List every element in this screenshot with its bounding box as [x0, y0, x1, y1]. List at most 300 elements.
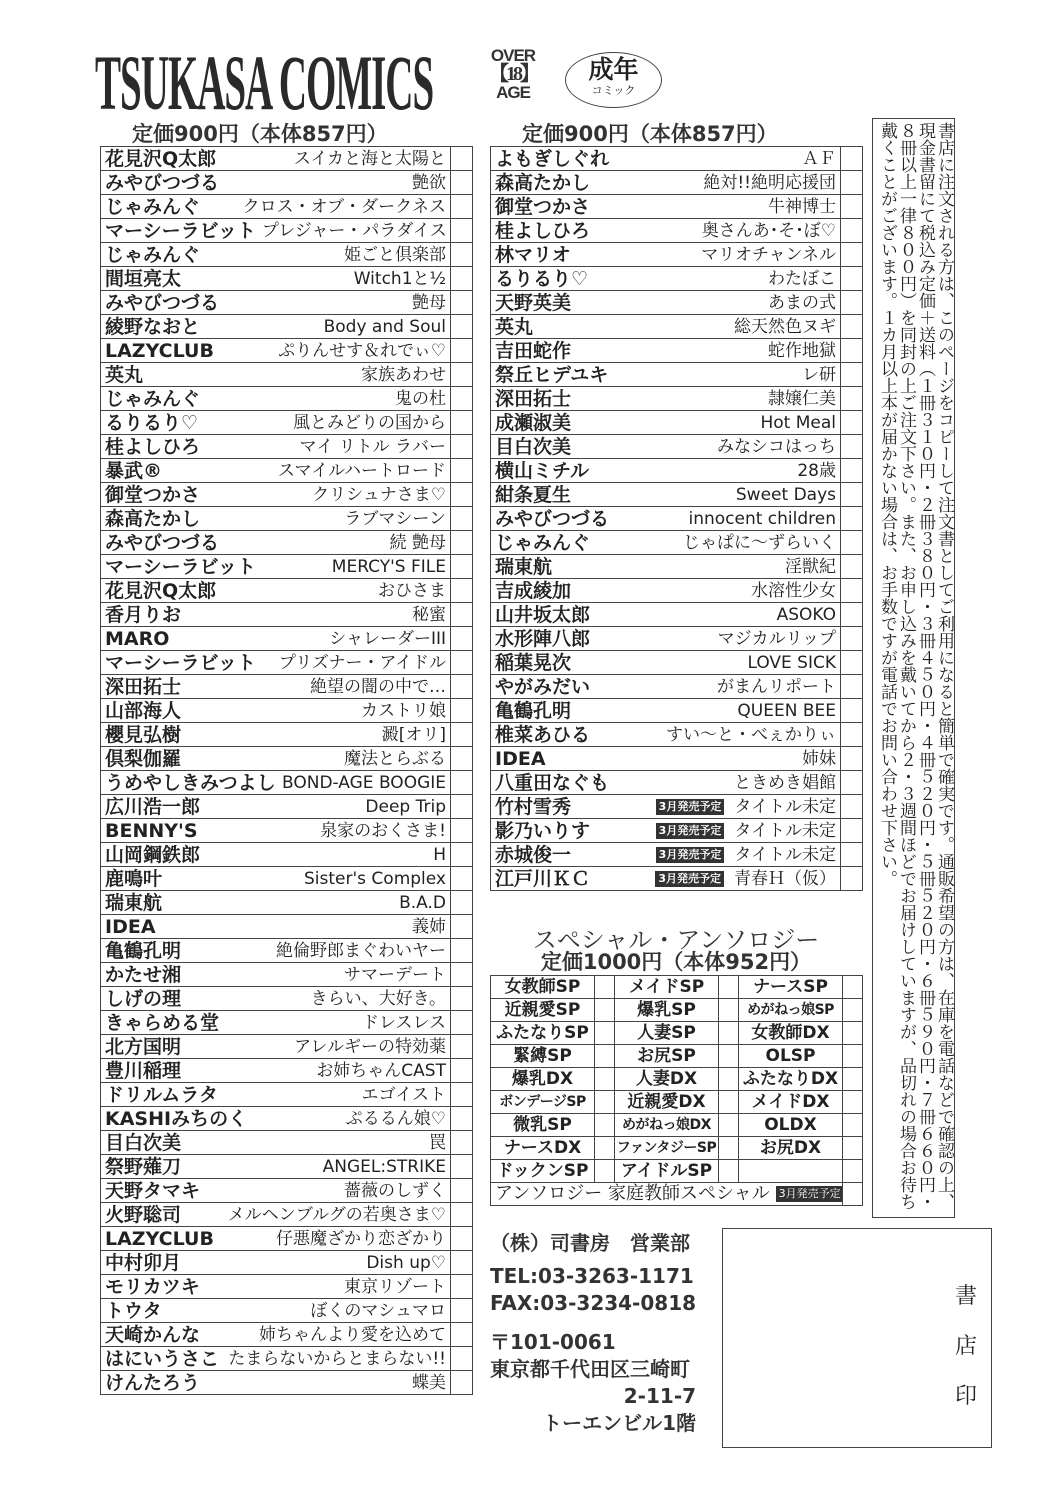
order-checkbox[interactable]	[843, 1160, 863, 1183]
stamp-char: 書	[954, 1284, 977, 1309]
age-label: AGE	[496, 83, 530, 102]
anthology-cell: お尻SP	[615, 1045, 719, 1068]
order-checkbox[interactable]	[841, 339, 863, 363]
title: 泉家のおくさま!	[320, 821, 446, 841]
author: 椎菜あひる	[495, 723, 591, 746]
title-group	[310, 1299, 446, 1322]
book-row	[495, 603, 836, 626]
order-checkbox[interactable]	[841, 819, 863, 843]
table-row	[491, 795, 863, 819]
order-checkbox[interactable]	[595, 1068, 615, 1091]
table-row	[491, 867, 863, 891]
order-checkbox[interactable]	[451, 1299, 473, 1323]
order-checkbox[interactable]	[451, 819, 473, 843]
author: 櫻見弘樹	[105, 723, 182, 746]
book-cell	[101, 1155, 451, 1179]
order-checkbox[interactable]	[451, 963, 473, 987]
order-checkbox[interactable]	[841, 675, 863, 699]
order-checkbox[interactable]	[451, 939, 473, 963]
order-checkbox[interactable]	[841, 771, 863, 795]
order-checkbox[interactable]	[841, 555, 863, 579]
order-checkbox[interactable]	[841, 291, 863, 315]
order-checkbox[interactable]	[841, 243, 863, 267]
order-checkbox[interactable]	[595, 1045, 615, 1068]
order-checkbox[interactable]	[451, 387, 473, 411]
book-row	[105, 867, 446, 890]
book-cell	[101, 747, 451, 771]
table-row	[101, 267, 473, 291]
order-checkbox[interactable]	[451, 555, 473, 579]
title-group	[747, 651, 836, 674]
title: メルヘンブルグの若奥さま♡	[227, 1205, 446, 1225]
title-group	[344, 507, 446, 530]
author: 御堂つかさ	[105, 483, 201, 506]
order-checkbox[interactable]	[451, 435, 473, 459]
title: 風とみどりの国から	[293, 413, 446, 433]
order-checkbox[interactable]	[451, 1371, 473, 1395]
book-cell	[491, 147, 841, 171]
order-checkbox[interactable]	[451, 291, 473, 315]
title-group	[429, 1131, 446, 1154]
order-checkbox[interactable]	[719, 1022, 739, 1045]
table-row	[101, 1131, 473, 1155]
table-row	[491, 771, 863, 795]
order-checkbox[interactable]	[451, 507, 473, 531]
author: けんたろう	[105, 1371, 201, 1394]
book-cell	[491, 219, 841, 243]
order-checkbox[interactable]	[841, 195, 863, 219]
order-checkbox[interactable]	[451, 147, 473, 171]
title-group	[282, 771, 446, 794]
company-fax: FAX:03-3234-0818	[490, 1291, 697, 1315]
book-row	[495, 243, 836, 266]
order-checkbox[interactable]	[843, 1045, 863, 1068]
order-checkbox[interactable]	[451, 915, 473, 939]
table-row	[101, 339, 473, 363]
order-checkbox[interactable]	[841, 267, 863, 291]
logo: TSUKASA COMICS	[95, 39, 434, 126]
adult-comic-badge	[565, 52, 662, 108]
title-group	[366, 1251, 446, 1274]
book-row	[105, 315, 446, 338]
order-checkbox[interactable]	[451, 1227, 473, 1251]
table-row	[101, 1347, 473, 1371]
order-checkbox[interactable]	[719, 1137, 739, 1160]
book-cell	[101, 1107, 451, 1131]
book-row	[495, 219, 836, 242]
title: ぷるるん娘♡	[345, 1109, 446, 1129]
title-group	[320, 819, 446, 842]
order-checkbox[interactable]	[719, 1160, 739, 1183]
anthology-cell: 爆乳SP	[615, 999, 719, 1022]
book-cell	[491, 555, 841, 579]
table-row	[101, 363, 473, 387]
order-checkbox[interactable]	[451, 267, 473, 291]
special-row	[495, 1183, 842, 1205]
grid-row	[491, 976, 863, 999]
author: 花見沢Q太郎	[105, 579, 217, 602]
anthology-cell: 近親愛SP	[491, 999, 595, 1022]
book-row	[495, 723, 836, 746]
order-checkbox[interactable]	[451, 651, 473, 675]
table-row	[101, 1011, 473, 1035]
title-group	[346, 1107, 446, 1130]
order-checkbox[interactable]	[451, 339, 473, 363]
book-row	[495, 195, 836, 218]
author: 吉成綾加	[495, 579, 572, 602]
title: 秘蜜	[412, 605, 446, 625]
order-checkbox[interactable]	[451, 1179, 473, 1203]
order-checkbox[interactable]	[841, 147, 863, 171]
order-checkbox[interactable]	[841, 219, 863, 243]
order-checkbox[interactable]	[451, 987, 473, 1011]
title: 牛神博士	[768, 197, 836, 217]
anthology-cell: 爆乳DX	[491, 1068, 595, 1091]
book-cell	[101, 603, 451, 627]
author: じゃみんぐ	[105, 387, 201, 410]
order-checkbox[interactable]	[451, 843, 473, 867]
table-row	[491, 627, 863, 651]
title: 姫ごと倶楽部	[344, 245, 446, 265]
order-checkbox[interactable]	[719, 1068, 739, 1091]
title-group	[276, 1227, 446, 1250]
age-number: 【18】	[489, 63, 537, 85]
book-row	[495, 171, 836, 194]
book-cell	[101, 219, 451, 243]
book-row	[495, 507, 836, 530]
book-cell	[491, 363, 841, 387]
anthology-cell: ドックンSP	[491, 1160, 595, 1183]
order-checkbox[interactable]	[451, 1323, 473, 1347]
order-checkbox[interactable]	[841, 723, 863, 747]
book-row	[105, 891, 446, 914]
author: トウタ	[105, 1299, 162, 1322]
order-checkbox[interactable]	[451, 795, 473, 819]
order-checkbox[interactable]	[451, 1107, 473, 1131]
grid-row	[491, 1068, 863, 1091]
book-cell	[491, 627, 841, 651]
book-cell	[101, 243, 451, 267]
order-checkbox[interactable]	[451, 219, 473, 243]
table-row	[101, 915, 473, 939]
table-row	[491, 171, 863, 195]
order-checkbox[interactable]	[595, 976, 615, 999]
order-checkbox[interactable]	[841, 651, 863, 675]
title-group	[344, 747, 446, 770]
left-order-table	[100, 146, 473, 1395]
author: ドリルムラタ	[105, 1083, 219, 1106]
author: 瑞東航	[495, 555, 553, 578]
table-row	[101, 1035, 473, 1059]
title: 鬼の杜	[395, 389, 446, 409]
title: あまの式	[768, 293, 836, 313]
order-checkbox[interactable]	[595, 1137, 615, 1160]
author: 天野英美	[495, 291, 572, 314]
order-checkbox[interactable]	[451, 603, 473, 627]
order-checkbox[interactable]	[841, 627, 863, 651]
title: マリオチャンネル	[701, 245, 836, 265]
order-checkbox[interactable]	[841, 507, 863, 531]
order-checkbox[interactable]	[843, 999, 863, 1022]
order-checkbox[interactable]	[451, 771, 473, 795]
title: MERCY'S FILE	[331, 557, 446, 577]
book-row	[105, 1155, 446, 1178]
title-group	[365, 795, 446, 818]
anthology-cell: OLSP	[739, 1045, 843, 1068]
author: 稲葉晃次	[495, 651, 572, 674]
anthology-cell: めがねっ娘DX	[615, 1114, 719, 1137]
book-cell	[101, 1251, 451, 1275]
title: ラブマシーン	[344, 509, 446, 529]
order-checkbox[interactable]	[451, 1251, 473, 1275]
title-group	[228, 1347, 446, 1370]
order-checkbox[interactable]	[451, 1275, 473, 1299]
order-checkbox[interactable]	[451, 1131, 473, 1155]
order-checkbox[interactable]	[451, 195, 473, 219]
table-row	[101, 411, 473, 435]
title-group	[802, 147, 836, 170]
company-address-3: トーエンビル1階	[542, 1411, 697, 1435]
title-group	[228, 1203, 446, 1226]
table-row	[101, 171, 473, 195]
author: 目白次美	[105, 1131, 182, 1154]
book-cell	[101, 915, 451, 939]
order-checkbox[interactable]	[451, 699, 473, 723]
title-group	[324, 315, 446, 338]
order-checkbox[interactable]	[843, 1183, 863, 1206]
title: たまらないからとまらない!!	[228, 1349, 446, 1369]
order-checkbox[interactable]	[451, 1011, 473, 1035]
author: うめやしきみつよし	[105, 771, 276, 794]
book-cell	[491, 843, 841, 867]
book-row	[495, 795, 836, 818]
author: 水形陣八郎	[495, 627, 591, 650]
table-row	[491, 507, 863, 531]
book-cell	[101, 171, 451, 195]
order-checkbox[interactable]	[841, 867, 863, 891]
author: 火野聡司	[105, 1203, 182, 1226]
order-checkbox[interactable]	[451, 867, 473, 891]
order-checkbox[interactable]	[451, 243, 473, 267]
author: マーシーラビット	[105, 219, 256, 242]
author: 目白次美	[495, 435, 572, 458]
title-group	[323, 1155, 446, 1178]
order-checkbox[interactable]	[451, 1155, 473, 1179]
left-price: 定価900円（本体857円）	[132, 122, 388, 146]
book-cell	[101, 267, 451, 291]
order-checkbox[interactable]	[719, 1091, 739, 1114]
book-cell	[101, 291, 451, 315]
order-checkbox[interactable]	[841, 747, 863, 771]
anthology-cell: アイドルSP	[615, 1160, 719, 1183]
book-cell	[491, 699, 841, 723]
table-row	[491, 315, 863, 339]
order-checkbox[interactable]	[451, 315, 473, 339]
order-checkbox[interactable]	[841, 603, 863, 627]
book-cell	[491, 339, 841, 363]
title: Deep Trip	[365, 797, 446, 817]
author: 間垣亮太	[105, 267, 182, 290]
table-row	[101, 747, 473, 771]
table-row	[101, 1179, 473, 1203]
order-checkbox[interactable]	[451, 579, 473, 603]
order-checkbox[interactable]	[451, 627, 473, 651]
order-checkbox[interactable]	[841, 363, 863, 387]
order-checkbox[interactable]	[451, 747, 473, 771]
author: 紺条夏生	[495, 483, 572, 506]
author: 広川浩一郎	[105, 795, 201, 818]
order-checkbox[interactable]	[719, 1045, 739, 1068]
book-cell	[491, 795, 841, 819]
title: H	[433, 845, 446, 865]
title-group	[683, 531, 836, 554]
order-checkbox[interactable]	[595, 1160, 615, 1183]
title-group	[382, 723, 446, 746]
table-row	[101, 315, 473, 339]
title: 隷嬢仁美	[768, 389, 836, 409]
table-row	[101, 699, 473, 723]
order-checkbox[interactable]	[451, 1083, 473, 1107]
title: BOND-AGE BOOGIE	[281, 773, 446, 793]
company-name: （株）司書房 営業部	[490, 1231, 690, 1255]
grid-row	[491, 1114, 863, 1137]
order-checkbox[interactable]	[843, 976, 863, 999]
order-checkbox[interactable]	[451, 675, 473, 699]
author: 吉田蛇作	[495, 339, 572, 362]
book-row	[105, 939, 446, 962]
table-row	[491, 291, 863, 315]
book-cell	[491, 387, 841, 411]
order-checkbox[interactable]	[841, 171, 863, 195]
order-checkbox[interactable]	[719, 999, 739, 1022]
title-group	[717, 675, 836, 698]
title: 姉妹	[802, 749, 836, 769]
order-checkbox[interactable]	[719, 976, 739, 999]
anthology-cell	[739, 1160, 843, 1183]
order-checkbox[interactable]	[841, 483, 863, 507]
book-row	[495, 339, 836, 362]
order-checkbox[interactable]	[451, 1203, 473, 1227]
order-checkbox[interactable]	[595, 1114, 615, 1137]
table-row	[101, 1059, 473, 1083]
order-checkbox[interactable]	[451, 171, 473, 195]
author: 天野タマキ	[105, 1179, 201, 1202]
order-checkbox[interactable]	[595, 1022, 615, 1045]
order-checkbox[interactable]	[595, 999, 615, 1022]
book-cell	[491, 819, 841, 843]
order-checkbox[interactable]	[451, 891, 473, 915]
order-checkbox[interactable]	[451, 723, 473, 747]
title-group	[768, 291, 836, 314]
title: わたぼこ	[768, 269, 836, 289]
order-checkbox[interactable]	[843, 1068, 863, 1091]
title: ぷりんせす＆れでぃ♡	[278, 341, 446, 361]
order-checkbox[interactable]	[843, 1091, 863, 1114]
table-row	[491, 459, 863, 483]
author: るりるり♡	[495, 267, 589, 290]
release-badge: 3月発売予定	[655, 871, 724, 887]
order-checkbox[interactable]	[595, 1091, 615, 1114]
book-cell	[491, 435, 841, 459]
order-checkbox[interactable]	[451, 483, 473, 507]
order-checkbox[interactable]	[451, 1347, 473, 1371]
order-checkbox[interactable]	[843, 1022, 863, 1045]
order-checkbox[interactable]	[841, 459, 863, 483]
title: Sweet Days	[735, 485, 836, 505]
book-row	[105, 1323, 446, 1346]
author: 御堂つかさ	[495, 195, 591, 218]
anthology-cell: 微乳SP	[491, 1114, 595, 1137]
order-checkbox[interactable]	[841, 315, 863, 339]
order-checkbox[interactable]	[843, 1137, 863, 1160]
order-checkbox[interactable]	[451, 411, 473, 435]
title-group	[312, 483, 446, 506]
order-checkbox[interactable]	[841, 387, 863, 411]
title: エゴイスト	[361, 1085, 446, 1105]
title-group	[717, 435, 836, 458]
order-checkbox[interactable]	[841, 531, 863, 555]
order-checkbox[interactable]	[451, 1059, 473, 1083]
order-checkbox[interactable]	[841, 843, 863, 867]
title-group	[785, 555, 836, 578]
order-checkbox[interactable]	[841, 411, 863, 435]
table-row	[101, 243, 473, 267]
title: おひさま	[378, 581, 446, 601]
order-checkbox[interactable]	[841, 699, 863, 723]
title-group	[656, 843, 836, 866]
order-checkbox[interactable]	[451, 459, 473, 483]
table-row	[101, 771, 473, 795]
title-group	[734, 771, 836, 794]
title: 薔薇のしずく	[344, 1181, 446, 1201]
title-group	[329, 627, 446, 650]
book-cell	[101, 891, 451, 915]
title: B.A.D	[399, 893, 446, 913]
table-row	[491, 387, 863, 411]
title: 青春Ｈ（仮）	[734, 869, 836, 889]
book-cell	[491, 459, 841, 483]
title: 家族あわせ	[361, 365, 446, 385]
book-cell	[101, 195, 451, 219]
table-row	[101, 891, 473, 915]
title: 魔法とらぶる	[344, 749, 446, 769]
book-row	[105, 819, 446, 842]
title: きらい、大好き。	[310, 989, 446, 1009]
book-cell	[101, 1323, 451, 1347]
author: 暴武®	[105, 459, 163, 482]
order-checkbox[interactable]	[451, 363, 473, 387]
book-row	[495, 291, 836, 314]
order-checkbox[interactable]	[451, 531, 473, 555]
book-cell	[101, 771, 451, 795]
order-checkbox[interactable]	[719, 1114, 739, 1137]
order-checkbox[interactable]	[841, 795, 863, 819]
book-row	[105, 243, 446, 266]
book-row	[495, 387, 836, 410]
order-checkbox[interactable]	[843, 1114, 863, 1137]
order-checkbox[interactable]	[841, 579, 863, 603]
release-badge: 3月発売予定	[656, 847, 725, 863]
table-row	[491, 819, 863, 843]
book-row	[495, 675, 836, 698]
title: サマーデート	[344, 965, 446, 985]
title: カストリ娘	[361, 701, 446, 721]
book-row	[105, 291, 446, 314]
order-checkbox[interactable]	[451, 1035, 473, 1059]
author: はにいうさこ	[105, 1347, 220, 1370]
title: 澱[オリ]	[381, 725, 446, 745]
order-checkbox[interactable]	[841, 435, 863, 459]
